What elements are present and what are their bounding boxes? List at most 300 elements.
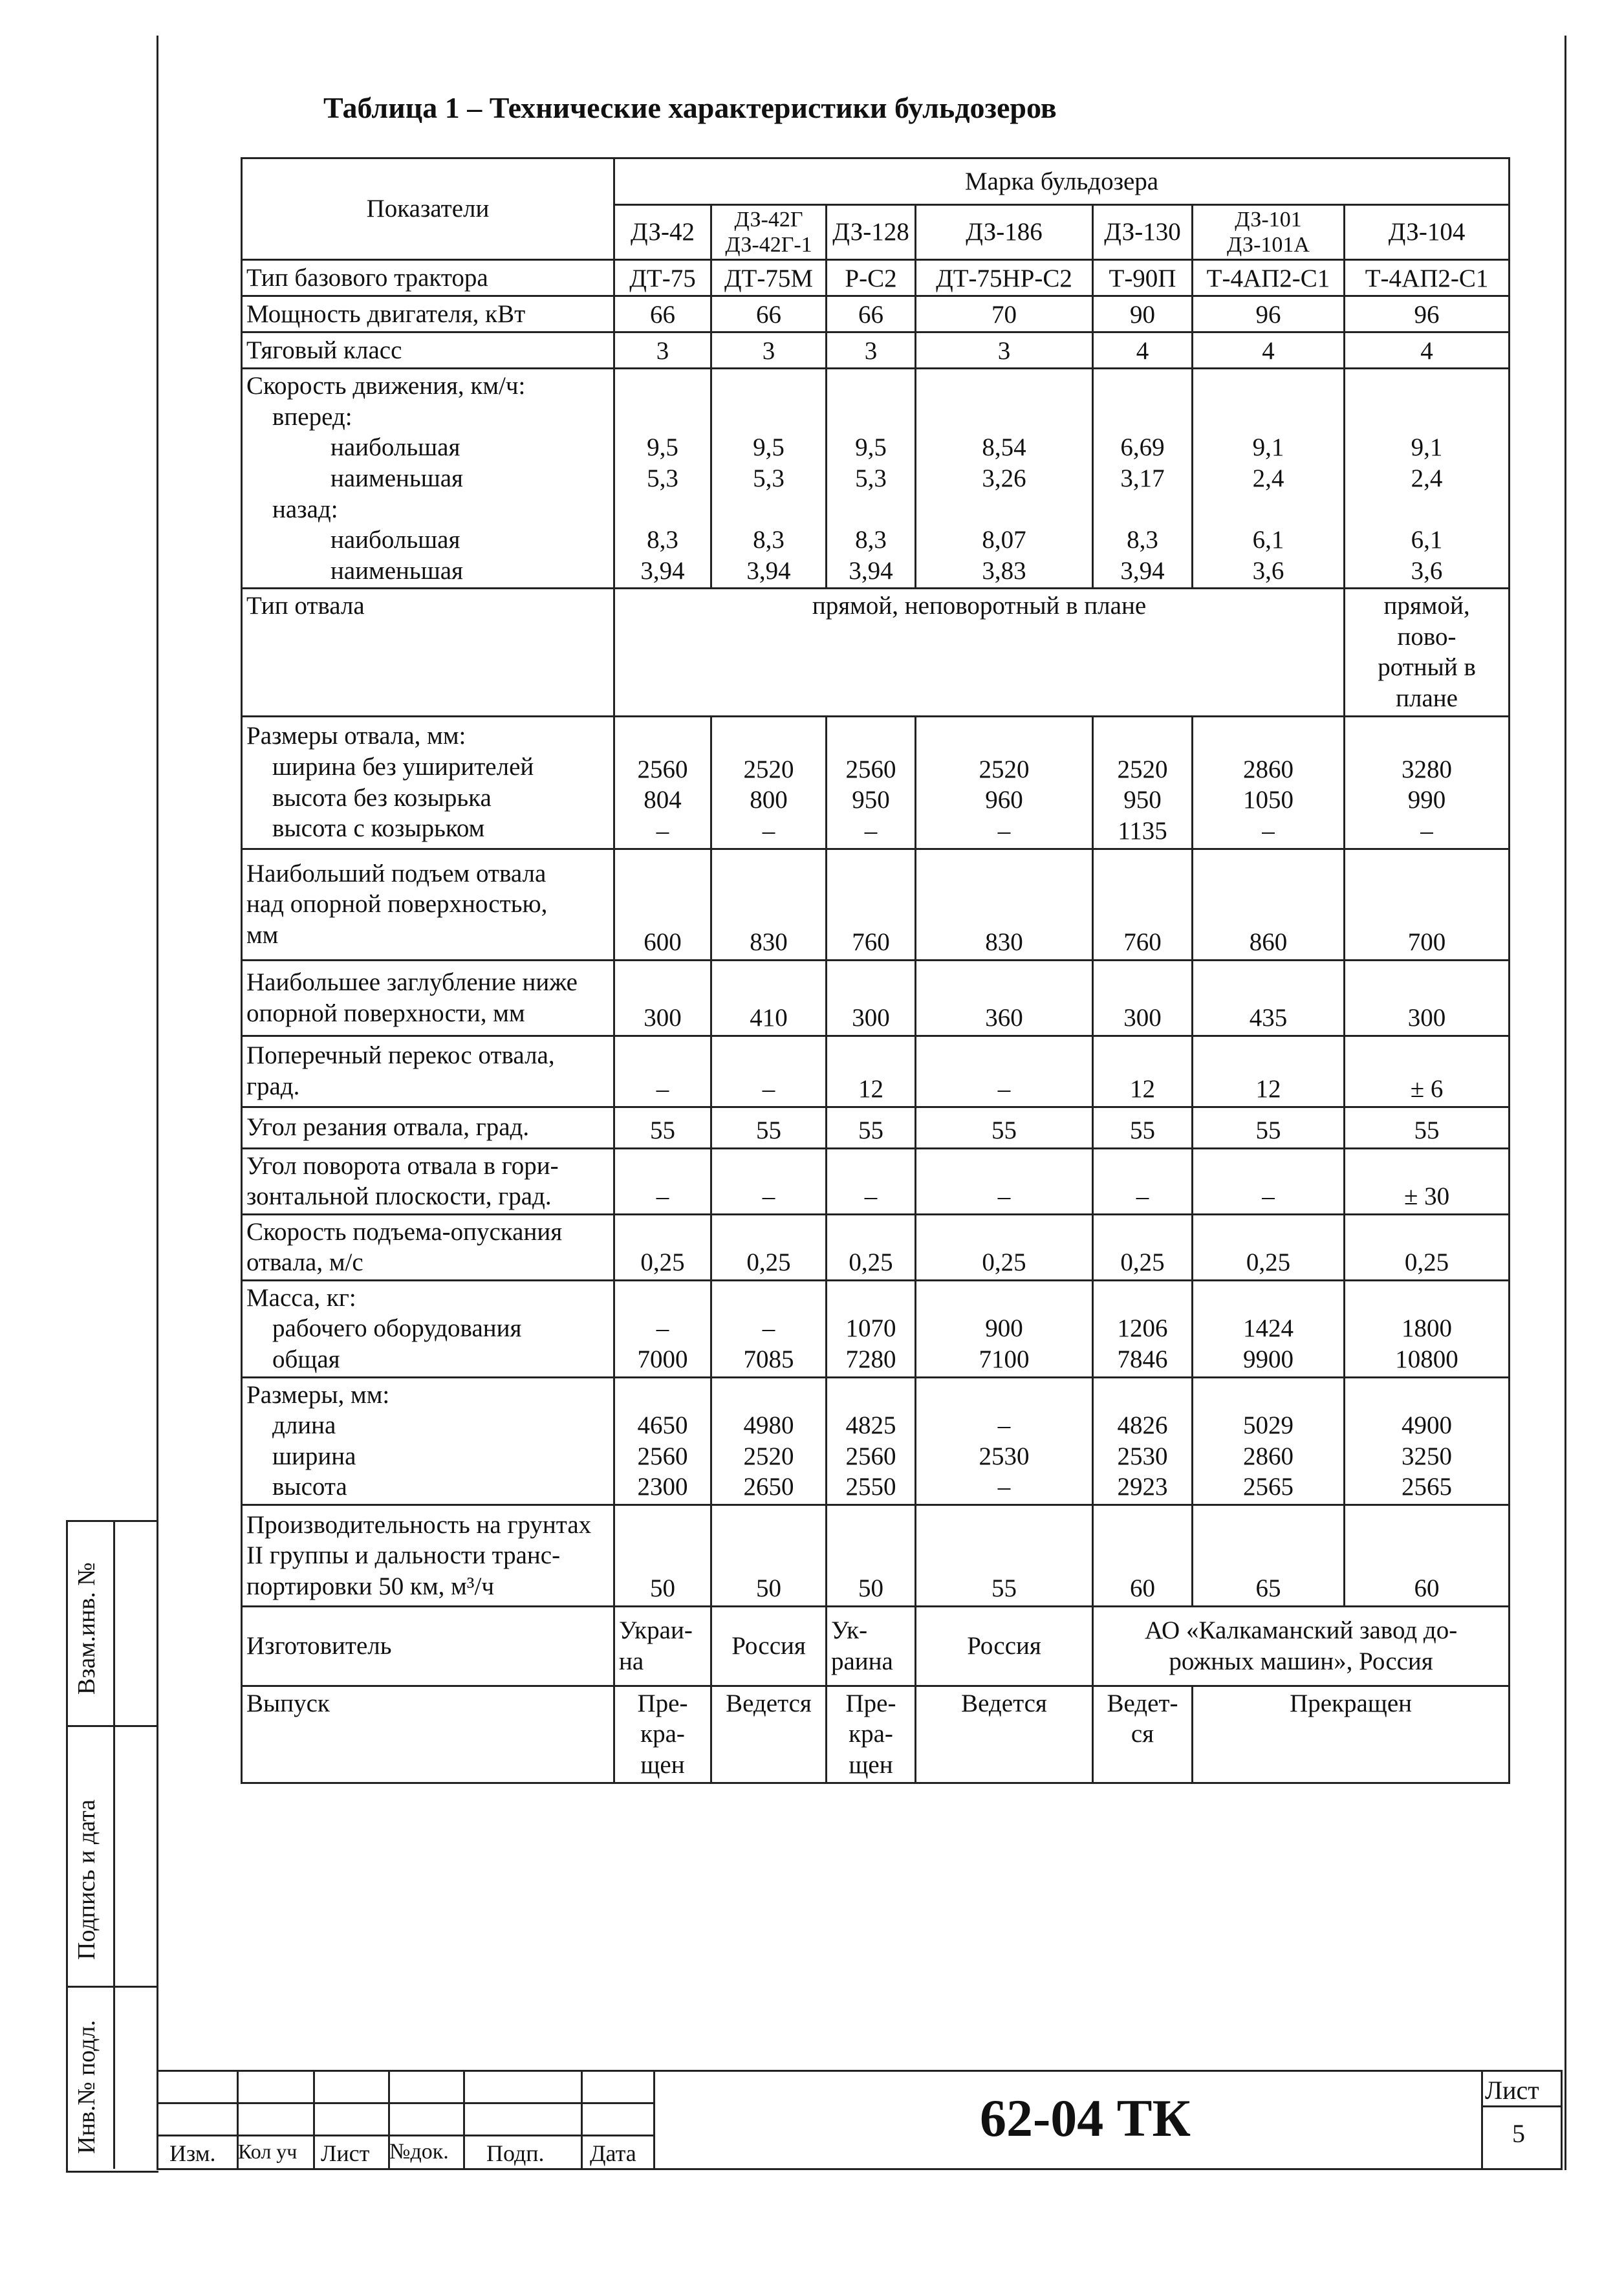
brand-cell: [614, 205, 711, 260]
row-label-line: Тип отвала: [246, 592, 365, 620]
value-cell: [1345, 716, 1510, 849]
value-cell: [916, 1148, 1093, 1214]
value-line: 3: [656, 336, 669, 365]
value-line: 800: [750, 786, 788, 814]
value-line: 1424: [1243, 1314, 1294, 1343]
release-cell: Прекращен: [1193, 1686, 1510, 1783]
value-cell: [711, 849, 827, 960]
value-cell: [1093, 1280, 1193, 1377]
value-line: 12: [858, 1074, 883, 1103]
value-line: ДТ-75НР-С2: [936, 264, 1072, 292]
value-line: 50: [858, 1574, 883, 1603]
tb-line: [157, 2102, 653, 2104]
value-line: 2560: [845, 755, 896, 783]
row-label-line: портировки 50 км, м³/ч: [246, 1572, 494, 1600]
value-cell: [916, 332, 1093, 369]
blade-type-line: пово-: [1397, 622, 1456, 651]
value-line: [1096, 494, 1189, 525]
value-line: –: [1420, 816, 1433, 845]
value-line: 1070: [845, 1314, 896, 1343]
brand-line: ДЗ-42Г-1: [725, 233, 812, 257]
value-cell: [711, 716, 827, 849]
value-line: 830: [985, 928, 1023, 956]
value-line: –: [762, 1314, 775, 1343]
release-cell: [1093, 1686, 1193, 1783]
spec-row: [242, 716, 1510, 849]
value-cell: [1193, 369, 1345, 589]
value-line: 55: [991, 1574, 1017, 1603]
value-line: 12: [1130, 1074, 1155, 1103]
value-line: ± 30: [1403, 1182, 1450, 1211]
value-line: 4980: [743, 1411, 794, 1440]
value-line: –: [762, 1074, 775, 1103]
value-cell: [1345, 849, 1510, 960]
value-line: 804: [644, 786, 682, 814]
brand-line: ДЗ-128: [832, 218, 909, 246]
value-line: [830, 371, 912, 402]
value-cell: [827, 1214, 916, 1280]
tb-line: [581, 2070, 583, 2170]
value-cell: [711, 260, 827, 296]
value-cell: [1093, 260, 1193, 296]
value-line: [1196, 1380, 1341, 1411]
header-row: [242, 158, 1510, 205]
release-line: щен: [640, 1751, 685, 1779]
row-label: [242, 1505, 614, 1606]
value-line: 950: [1123, 786, 1162, 814]
row-label-line: над опорной поверхностью,: [246, 890, 548, 918]
row-label-line: Тип базового трактора: [246, 263, 488, 292]
value-line: [919, 371, 1089, 402]
value-cell: [1093, 716, 1193, 849]
value-cell: [827, 1505, 916, 1606]
value-line: 900: [985, 1314, 1023, 1343]
value-line: [1096, 371, 1189, 402]
value-line: [1096, 402, 1189, 433]
value-cell: [711, 960, 827, 1036]
maker-row: [242, 1606, 1510, 1686]
value-line: 96: [1255, 300, 1281, 329]
value-line: Т-90П: [1109, 264, 1176, 292]
value-line: 4900: [1402, 1411, 1453, 1440]
spec-row: [242, 1377, 1510, 1505]
value-line: [1348, 723, 1506, 754]
stamp-inv-label: Инв.№ подл.: [73, 2019, 100, 2154]
row-label-line: Размеры, мм:: [246, 1380, 390, 1409]
value-cell: [1193, 1148, 1345, 1214]
spec-table: [241, 157, 1510, 1784]
value-line: 7100: [979, 1345, 1030, 1374]
release-line: Ведет-: [1107, 1689, 1178, 1717]
value-line: [715, 371, 823, 402]
row-label-line: Производительность на грунтах: [246, 1510, 592, 1539]
value-cell: [614, 1214, 711, 1280]
value-cell: [711, 1377, 827, 1505]
value-line: 1206: [1117, 1314, 1168, 1343]
value-line: 0,25: [1120, 1248, 1165, 1277]
value-cell: [916, 260, 1093, 296]
value-line: 6,1: [1411, 526, 1443, 554]
value-line: 300: [1407, 1003, 1446, 1032]
value-cell: [827, 960, 916, 1036]
value-line: [1348, 371, 1506, 402]
value-line: [1196, 723, 1341, 754]
spec-row: [242, 332, 1510, 369]
row-label-line: высота с козырьком: [272, 814, 485, 843]
value-line: 360: [985, 1003, 1023, 1032]
value-line: 1800: [1402, 1314, 1453, 1343]
value-line: 8,3: [1127, 526, 1158, 554]
value-cell: [916, 296, 1093, 332]
value-line: –: [864, 816, 878, 845]
value-cell: [1093, 296, 1193, 332]
value-line: 3,94: [849, 556, 893, 585]
value-line: 4825: [845, 1411, 896, 1440]
value-line: [830, 402, 912, 433]
value-cell: [1345, 1036, 1510, 1107]
row-label: [242, 260, 614, 296]
value-cell: [1345, 1148, 1510, 1214]
value-cell: [1093, 1377, 1193, 1505]
value-line: [1196, 402, 1341, 433]
release-row: [242, 1686, 1510, 1783]
value-line: 4826: [1117, 1411, 1168, 1440]
value-cell: [614, 1505, 711, 1606]
header-brand-cell: Марка бульдозера: [614, 158, 1510, 205]
document-code: 62-04 ТК: [980, 2089, 1191, 2147]
value-line: 4: [1420, 336, 1433, 365]
value-line: 50: [756, 1574, 781, 1603]
value-line: 1135: [1118, 816, 1167, 845]
value-cell: [614, 1107, 711, 1148]
value-line: 9900: [1243, 1345, 1294, 1374]
value-line: 4650: [637, 1411, 688, 1440]
row-label: [242, 369, 614, 589]
row-label-line: общая: [272, 1345, 340, 1374]
stamp-divider: [66, 1986, 157, 1988]
row-label-line: Наибольший подъем отвала: [246, 859, 547, 887]
brand-cell: [827, 205, 916, 260]
value-cell: [711, 1148, 827, 1214]
value-line: 2530: [1117, 1442, 1168, 1470]
blade-type-line: ротный в: [1378, 653, 1476, 682]
release-line: ся: [1131, 1720, 1154, 1748]
row-label: [242, 1280, 614, 1377]
release-cell: Ведется: [916, 1686, 1093, 1783]
value-line: 2565: [1402, 1473, 1453, 1501]
value-cell: [827, 849, 916, 960]
value-line: 7280: [845, 1345, 896, 1374]
value-line: [618, 371, 708, 402]
value-line: –: [997, 1473, 1011, 1501]
value-cell: [1345, 1505, 1510, 1606]
value-line: –: [997, 1182, 1011, 1211]
release-cell: Ведется: [711, 1686, 827, 1783]
value-cell: [1093, 332, 1193, 369]
value-line: [830, 1380, 912, 1411]
value-line: 3,94: [746, 556, 791, 585]
value-cell: [827, 1280, 916, 1377]
value-cell: [1345, 1377, 1510, 1505]
value-cell: [1093, 960, 1193, 1036]
value-line: 0,25: [1246, 1248, 1291, 1277]
spec-row: [242, 1036, 1510, 1107]
value-line: [1096, 723, 1189, 754]
value-cell: [1193, 1280, 1345, 1377]
value-line: [715, 1380, 823, 1411]
sheet-label: Лист: [1485, 2076, 1539, 2105]
release-line: щен: [849, 1751, 893, 1779]
value-line: 3,94: [640, 556, 685, 585]
maker-line: Ук-: [831, 1616, 868, 1645]
tb-col-list: Лист: [321, 2140, 370, 2166]
value-cell: [1193, 1377, 1345, 1505]
value-cell: [1093, 1148, 1193, 1214]
value-cell: [827, 1148, 916, 1214]
value-cell: [916, 369, 1093, 589]
value-cell: [827, 332, 916, 369]
row-label-line: II группы и дальности транс-: [246, 1541, 561, 1570]
value-line: 10800: [1395, 1345, 1458, 1374]
brand-line: ДЗ-42Г: [734, 208, 803, 232]
value-line: [830, 494, 912, 525]
blade-type-last-cell: [1345, 589, 1510, 716]
value-cell: [711, 296, 827, 332]
value-line: [618, 1380, 708, 1411]
value-cell: [1193, 1036, 1345, 1107]
header-param-cell: Показатели: [242, 158, 614, 260]
value-line: –: [762, 1182, 775, 1211]
value-line: –: [656, 1182, 669, 1211]
value-line: –: [997, 1411, 1011, 1440]
value-line: 2520: [1117, 755, 1168, 783]
sheet-number: 5: [1512, 2119, 1525, 2148]
row-label-line: ширина без уширителей: [272, 752, 534, 781]
value-line: 3: [864, 336, 878, 365]
brand-line: ДЗ-42: [630, 218, 695, 246]
value-line: ДТ-75М: [724, 264, 814, 292]
value-line: 300: [852, 1003, 890, 1032]
value-line: ДТ-75: [629, 264, 696, 292]
maker-cell: [1093, 1606, 1510, 1686]
row-label-line: Масса, кг:: [246, 1283, 356, 1312]
value-line: 0,25: [1404, 1248, 1449, 1277]
value-line: –: [656, 1314, 669, 1343]
value-line: 3250: [1402, 1442, 1453, 1470]
brand-line: ДЗ-130: [1104, 218, 1181, 246]
value-cell: [827, 369, 916, 589]
spec-row: [242, 1280, 1510, 1377]
value-line: 2,4: [1252, 464, 1284, 492]
value-line: –: [656, 816, 669, 845]
value-line: [1348, 1283, 1506, 1314]
value-cell: [1193, 849, 1345, 960]
value-cell: [1345, 296, 1510, 332]
value-line: –: [864, 1182, 878, 1211]
value-cell: [711, 369, 827, 589]
row-label-line: зонтальной плоскости, град.: [246, 1182, 552, 1211]
value-line: 3: [762, 336, 775, 365]
value-cell: [1193, 260, 1345, 296]
blade-type-line: плане: [1396, 684, 1458, 712]
tb-line: [157, 2135, 653, 2136]
value-cell: [614, 1377, 711, 1505]
value-line: [830, 1283, 912, 1314]
spec-row: [242, 369, 1510, 589]
value-line: 9,5: [753, 433, 785, 462]
spec-row: [242, 296, 1510, 332]
value-line: 3,94: [1120, 556, 1165, 585]
value-line: Т-4АП2-С1: [1365, 264, 1489, 292]
value-line: 2560: [637, 1442, 688, 1470]
row-label-line: Поперечный перекос отвала,: [246, 1041, 555, 1070]
value-line: 2520: [743, 755, 794, 783]
value-cell: [827, 1107, 916, 1148]
value-line: 3,6: [1252, 556, 1284, 585]
value-cell: [1093, 1505, 1193, 1606]
row-label: [242, 332, 614, 369]
value-cell: [1345, 1107, 1510, 1148]
value-line: [1348, 1380, 1506, 1411]
value-cell: [916, 1377, 1093, 1505]
value-line: 2560: [845, 1442, 896, 1470]
maker-line: Украи-: [619, 1616, 693, 1645]
value-line: 2560: [637, 755, 688, 783]
spec-row: [242, 1505, 1510, 1606]
brand-cell: [1193, 205, 1345, 260]
value-line: [715, 402, 823, 433]
value-cell: [614, 716, 711, 849]
value-cell: [1093, 369, 1193, 589]
value-line: 4: [1136, 336, 1149, 365]
value-line: 8,3: [855, 526, 887, 554]
value-cell: [916, 1107, 1093, 1148]
value-line: –: [656, 1074, 669, 1103]
value-line: 8,07: [982, 526, 1026, 554]
value-line: 2860: [1243, 1442, 1294, 1470]
value-line: 435: [1249, 1003, 1288, 1032]
row-label: [242, 589, 614, 716]
value-cell: [1345, 1214, 1510, 1280]
value-line: –: [1262, 1182, 1275, 1211]
value-cell: [711, 1505, 827, 1606]
row-label-line: рабочего оборудования: [272, 1314, 522, 1343]
row-label-line: назад:: [272, 495, 338, 523]
release-line: Пре-: [637, 1689, 688, 1717]
value-line: 1050: [1243, 786, 1294, 814]
spec-row: [242, 260, 1510, 296]
value-line: [1096, 1380, 1189, 1411]
tb-col-izm: Изм.: [169, 2140, 216, 2166]
brand-line: ДЗ-186: [966, 218, 1043, 246]
value-line: 6,69: [1120, 433, 1165, 462]
value-line: 2565: [1243, 1473, 1294, 1501]
value-line: [1196, 1283, 1341, 1314]
tb-col-ndok: №док.: [389, 2140, 449, 2164]
value-line: 760: [852, 928, 890, 956]
value-line: 8,54: [982, 433, 1026, 462]
value-line: 300: [1123, 1003, 1162, 1032]
tb-col-data: Дата: [590, 2140, 636, 2166]
value-line: 830: [750, 928, 788, 956]
value-line: 2300: [637, 1473, 688, 1501]
value-line: [618, 494, 708, 525]
value-line: 9,5: [855, 433, 887, 462]
value-line: 300: [644, 1003, 682, 1032]
value-line: 9,5: [647, 433, 678, 462]
value-cell: [614, 369, 711, 589]
value-line: 50: [650, 1574, 675, 1603]
row-label-line: мм: [246, 920, 279, 949]
value-cell: [614, 260, 711, 296]
value-cell: [916, 1036, 1093, 1107]
tb-line: [1481, 2105, 1563, 2107]
value-cell: [916, 849, 1093, 960]
value-line: [618, 723, 708, 754]
value-cell: [1345, 1280, 1510, 1377]
value-line: [919, 723, 1089, 754]
value-line: 950: [852, 786, 890, 814]
value-line: 5,3: [753, 464, 785, 492]
value-line: 70: [991, 300, 1017, 329]
value-line: [1196, 494, 1341, 525]
row-label-line: Наибольшее заглубление ниже: [246, 968, 578, 996]
value-line: 55: [1414, 1116, 1440, 1144]
row-label: [242, 1377, 614, 1505]
value-line: [1348, 494, 1506, 525]
brand-cell: [916, 205, 1093, 260]
value-line: –: [1136, 1182, 1149, 1211]
maker-cell: Россия: [711, 1606, 827, 1686]
value-line: 0,25: [746, 1248, 791, 1277]
brand-cell: [1345, 205, 1510, 260]
value-line: –: [1262, 816, 1275, 845]
stamp-podpis-label: Подпись и дата: [73, 1799, 100, 1960]
value-cell: [614, 960, 711, 1036]
value-line: [618, 1283, 708, 1314]
value-line: [1348, 402, 1506, 433]
brand-cell: [1093, 205, 1193, 260]
value-line: 960: [985, 786, 1023, 814]
value-line: 2530: [979, 1442, 1030, 1470]
value-cell: [1345, 369, 1510, 589]
maker-line: раина: [831, 1647, 893, 1675]
value-line: 60: [1414, 1574, 1440, 1603]
value-cell: [916, 716, 1093, 849]
brand-line: ДЗ-101: [1235, 208, 1302, 232]
value-line: [715, 494, 823, 525]
value-line: 8,3: [753, 526, 785, 554]
spec-row: [242, 1148, 1510, 1214]
row-label-line: наибольшая: [330, 433, 460, 462]
value-line: 66: [858, 300, 883, 329]
value-line: 3: [997, 336, 1011, 365]
spec-row: [242, 1214, 1510, 1280]
value-line: –: [762, 816, 775, 845]
value-line: [919, 1283, 1089, 1314]
value-line: 9,1: [1411, 433, 1443, 462]
value-cell: [1093, 849, 1193, 960]
blade-type-line: прямой,: [1383, 592, 1470, 620]
row-label-line: Мощность двигателя, кВт: [246, 299, 526, 328]
value-line: [1196, 371, 1341, 402]
value-line: [919, 1380, 1089, 1411]
value-line: 55: [756, 1116, 781, 1144]
tb-line: [653, 2070, 655, 2170]
value-cell: [614, 849, 711, 960]
stamp-divider: [66, 1725, 157, 1727]
brand-line: ДЗ-104: [1388, 218, 1466, 246]
